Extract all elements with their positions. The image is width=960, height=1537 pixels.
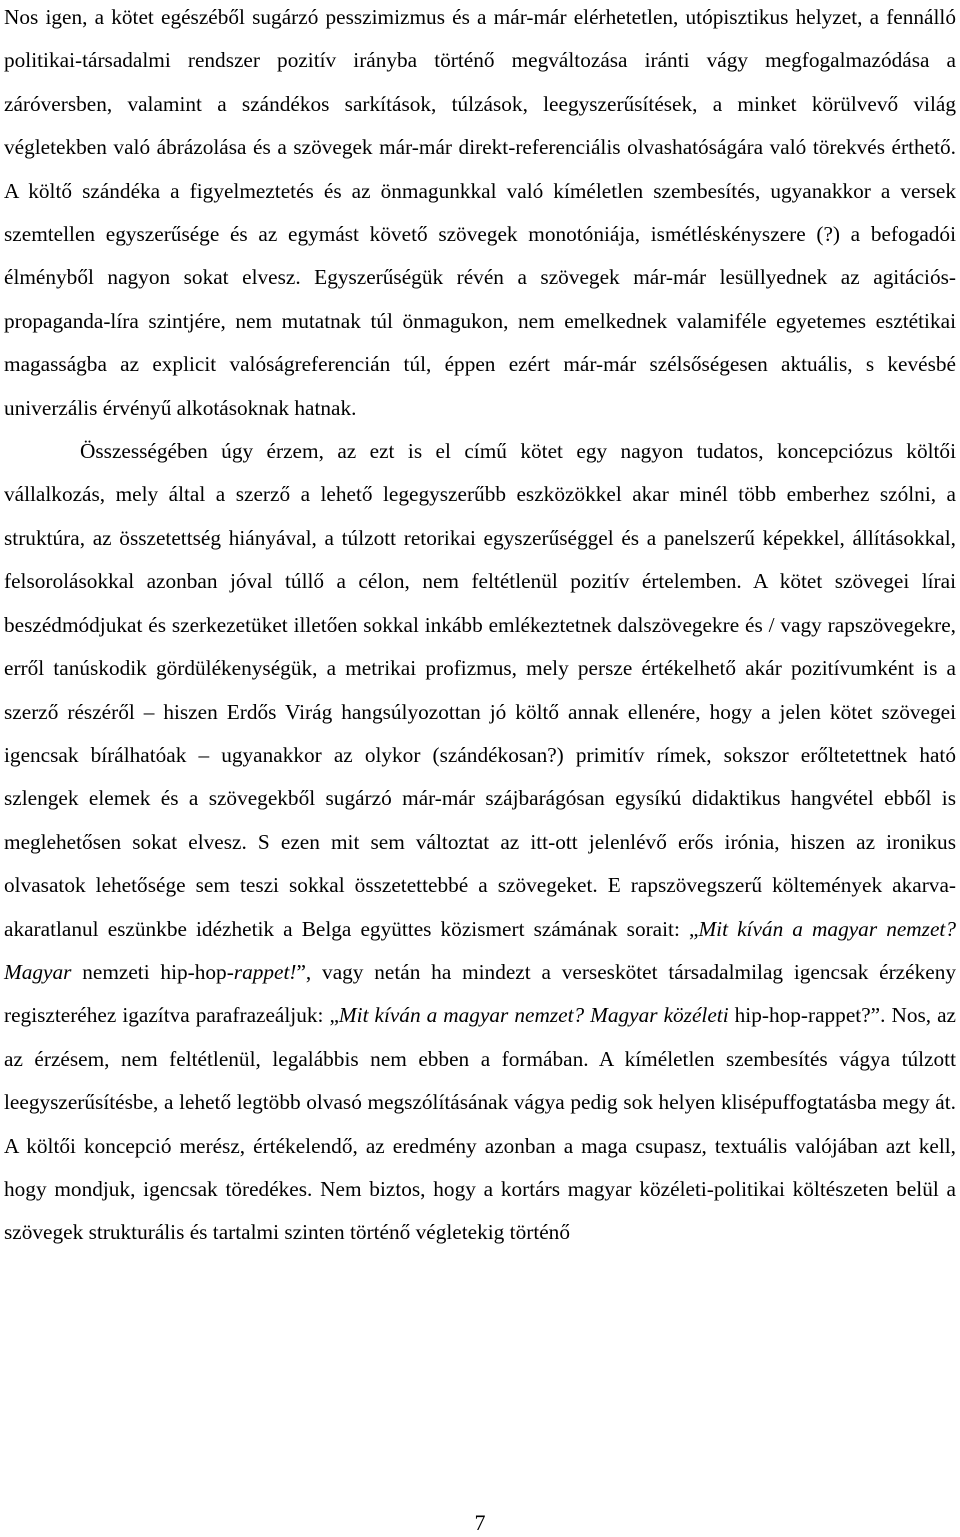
page-number: 7 (474, 1510, 486, 1535)
paragraph-1-text: Nos igen, a kötet egészéből sugárzó pesszimizmus és a már-már elérhetetlen, utópisztikus helyzet, a fennálló politikai-társadalmi rendszer pozitív irányba történő megváltozása iránti vágy megfogalmazódása a záróversben, valamint a szándékos sarkítások, túlzások, leegyszerűsítések, a minket körülvevő világ végletekben való ábrázolása és a szövegek már-már direkt-referenciális olvashatóságára való törekvés érthető. A költő szándéka a figyelmeztetés és az önmagunkkal való kíméletlen szembesítés, ugyanakkor a versek szemtellen egyszerűsége és az egymást követő szövegek monotóniája, ismétléskényszere (?) a befogadói élményből nagyon sokat elvesz. Egyszerűségük révén a szövegek már-már lesüllyednek az agitációs-propaganda-líra szintjére, nem mutatnak túl önmagukon, nem emelkednek valamiféle egyetemes esztétikai magasságba az explicit valóságreferencián túl, éppen ezért már-már szélsőségesen aktuális, s kevésbé univerzális érvényű alkotásoknak hatnak. (4, 5, 956, 420)
paragraph-2 (4, 430, 956, 1255)
paragraph-2-text-3: ”, vagy netán ha mindezt a verseskötet társadalmilag igencsak érzékeny regiszteréhez igazítva parafrazeáljuk: „ (4, 959, 956, 1028)
paragraph-1 (4, 0, 956, 430)
quote-italic-3: Mit kíván a magyar nemzet? Magyar közéleti (338, 1003, 729, 1028)
body-text (4, 0, 956, 1255)
paragraph-2-text-4: hip-hop-rappet?”. Nos, az az érzésem, nem feltétlenül, legalábbis nem ebben a formában. A kíméletlen szembesítés vágya túlzott leegyszerűsítésbe, a lehető legtöbb olvasó megszólításának vágya pedig sok helyen klisépuffogtatásba megy át. A költői koncepció merész, értékelendő, az eredmény azonban a maga csupasz, textuális valójában azt kell, hogy mondjuk, igencsak töredékes. Nem biztos, hogy a kortárs magyar közéleti-politikai költészeten belül a szövegek strukturális és tartalmi szinten történő végletekig történő (4, 1003, 956, 1245)
paragraph-2-text-2: nemzeti hip-hop- (71, 959, 234, 984)
quote-italic-2: rappet! (233, 959, 297, 984)
quote-italic-1: Mit kíván a magyar nemzet? Magyar (4, 916, 956, 984)
paragraph-2-text-1: Összességében úgy érzem, az ezt is el című kötet egy nagyon tudatos, koncepciózus költői vállalkozás, mely által a szerző a lehető legegyszerűbb eszközökkel akar minél több emberhez szólni, a struktúra, az összetettség hiányával, a túlzott retorikai egyszerűséggel és a panelszerű képekkel, állításokkal, felsorolásokkal azonban jóval túllő a célon, nem feltétlenül pozitív értelemben. A kötet szövegei lírai beszédmódjukat és szerkezetüket illetően sokkal inkább emlékeztetnek dalszövegekre és / vagy rapszövegekre, erről tanúskodik gördülékenységük, a metrikai profizmus, mely persze értékelhető akár pozitívumként is a szerző részéről – hiszen Erdős Virág hangsúlyozottan jó költő annak ellenére, hogy a jelen kötet szövegei igencsak bírálhatóak – ugyanakkor az olykor (szándékosan?) primitív rímek, sokszor erőltetettnek ható szlengek elemek és a szövegekből sugárzó már-már szájbarágósan egysíkú didaktikus hangvétel ebből is meglehetősen sokat elvesz. S ezen mit sem változtat az itt-ott jelenlévő erős irónia, hiszen az ironikus olvasatok lehetősége sem teszi sokkal összetettebbé a szövegeket. E rapszövegszerű költemények akarva-akaratlanul eszünkbe idézhetik a Belga együttes közismert számának sorait: „ (4, 439, 956, 941)
